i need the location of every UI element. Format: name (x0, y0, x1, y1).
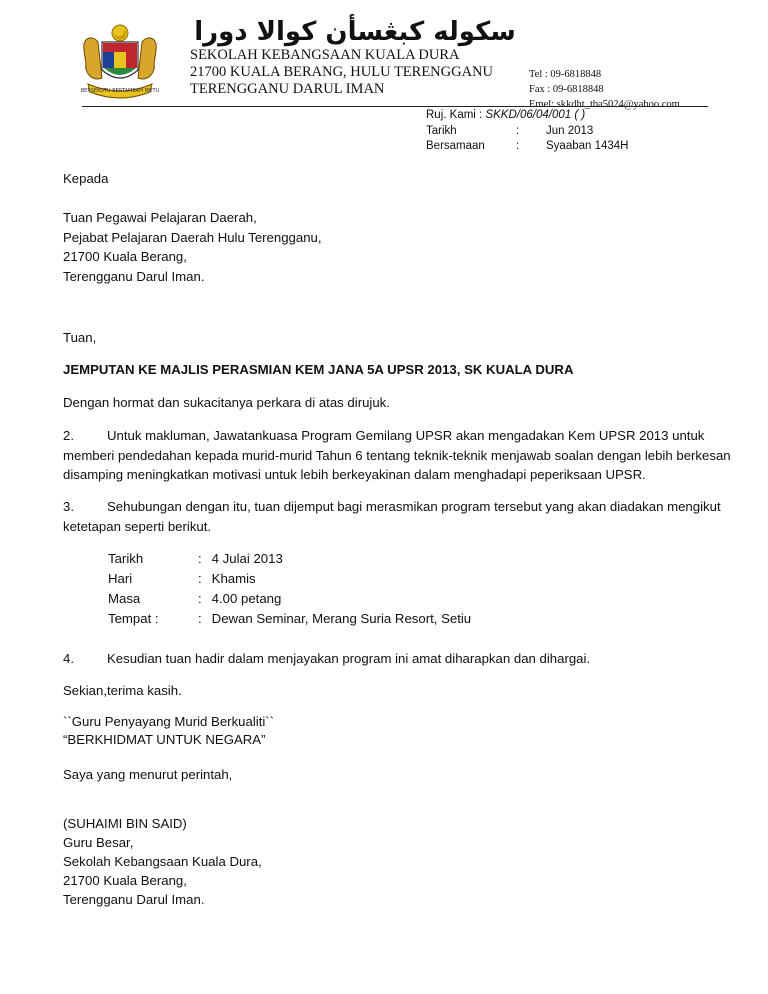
detail-value: 4.00 petang (211, 591, 282, 606)
motto-line: “BERKHIDMAT UNTUK NEGARA” (63, 732, 266, 747)
coat-of-arms-logo (78, 20, 162, 102)
tarikh-label: Tarikh (426, 124, 457, 137)
detail-value: Dewan Seminar, Merang Suria Resort, Setiu (211, 611, 472, 626)
detail-value: 4 Julai 2013 (211, 551, 283, 566)
detail-label: Tarikh (108, 551, 144, 566)
signatory-name: (SUHAIMI BIN SAID) (63, 816, 187, 831)
event-details (108, 549, 471, 629)
colon: : (516, 124, 520, 137)
paragraph-4 (63, 649, 590, 669)
recipient-address (63, 208, 322, 286)
intro-paragraph: Dengan hormat dan sukacitanya perkara di atas dirujuk. (63, 395, 390, 410)
signature-block (63, 814, 262, 909)
signatory-line: Sekolah Kebangsaan Kuala Dura, (63, 854, 262, 869)
svg-text:BERSEKUTU BERTAMBAH MUTU: BERSEKUTU BERTAMBAH MUTU (80, 88, 160, 94)
paragraph-line: disamping meningkatkan motivasi untuk lebih berkeyakinan dalam menghadapi peperiksaan UPSR. (63, 467, 646, 482)
detail-value: Khamis (211, 571, 256, 586)
colon: : (516, 140, 520, 152)
detail-row (108, 589, 471, 609)
paragraph-line: memberi pendedahan kepada murid-murid Tahun 6 tentang teknik-teknik menjawab soalan dengan lebih berkesan (63, 447, 731, 463)
detail-colon: : (198, 591, 202, 606)
thanks-line: Sekian,terima kasih. (63, 683, 182, 698)
ruj-value: SKKD/06/04/001 ( ) (485, 109, 586, 121)
paragraph-number: 4. (63, 651, 74, 666)
school-address (190, 47, 493, 98)
motto-line: ``Guru Penyayang Murid Berkualiti`` (63, 714, 275, 729)
signatory-title: Guru Besar, (63, 835, 134, 850)
paragraph-line: ketetapan seperti berikut. (63, 518, 212, 534)
recipient-line: Tuan Pegawai Pelajaran Daerah, (63, 210, 257, 225)
bersamaan-label: Bersamaan (426, 140, 485, 152)
recipient-line: Pejabat Pelajaran Daerah Hulu Terengganu, (63, 229, 322, 245)
detail-label: Hari (108, 571, 133, 586)
school-address-line: 21700 KUALA BERANG, HULU TERENGGANU (190, 64, 494, 80)
bersamaan-value: Syaaban 1434H (546, 140, 629, 152)
signatory-line: 21700 Kuala Berang, (63, 873, 187, 888)
paragraph-line: Untuk makluman, Jawatankuasa Program Gemilang UPSR akan mengadakan Kem UPSR 2013 untuk (107, 428, 705, 443)
jawi-title-text: سکوله کبڠسأن کوالا دورا (194, 17, 516, 47)
school-name: SEKOLAH KEBANGSAAN KUALA DURA (190, 47, 460, 63)
subject-line: JEMPUTAN KE MAJLIS PERASMIAN KEM JANA 5A UPSR 2013, SK KUALA DURA (63, 362, 574, 377)
paragraph-3 (63, 497, 721, 536)
salutation: Tuan, (63, 330, 97, 345)
detail-colon: : (198, 571, 202, 586)
fax-number: Fax : 09-6818848 (529, 84, 604, 95)
recipient-line: Terengganu Darul Iman. (63, 268, 205, 284)
header-divider (82, 106, 708, 107)
paragraph-line: Kesudian tuan hadir dalam menjayakan program ini amat diharapkan dan dihargai. (107, 651, 591, 666)
paragraph-number: 2. (63, 428, 74, 443)
paragraph-line: Sehubungan dengan itu, tuan dijemput bagi merasmikan program tersebut yang akan diadakan mengikut (107, 499, 721, 514)
reference-block (426, 108, 628, 155)
ruj-label: Ruj. Kami : (426, 109, 483, 121)
signatory-line: Terengganu Darul Iman. (63, 892, 205, 907)
paragraph-number: 3. (63, 499, 74, 514)
detail-colon: : (198, 551, 202, 566)
detail-label: Masa (108, 591, 141, 606)
detail-row (108, 609, 471, 629)
closing-line: Saya yang menurut perintah, (63, 767, 233, 782)
motto-block (63, 713, 274, 749)
tel-number: Tel : 09-6818848 (529, 69, 602, 80)
jawi-school-name (190, 10, 520, 50)
detail-label: Tempat : (108, 611, 159, 626)
recipient-line: 21700 Kuala Berang, (63, 249, 187, 264)
tarikh-value: Jun 2013 (546, 124, 594, 137)
email-address: Emel: skkdht_tba5024@yahoo.com (529, 99, 680, 110)
detail-row (108, 569, 471, 589)
school-state: TERENGGANU DARUL IMAN (190, 81, 385, 97)
paragraph-2 (63, 426, 731, 485)
detail-colon: : (198, 611, 202, 626)
kepada-label: Kepada (63, 171, 109, 186)
detail-row (108, 549, 471, 569)
